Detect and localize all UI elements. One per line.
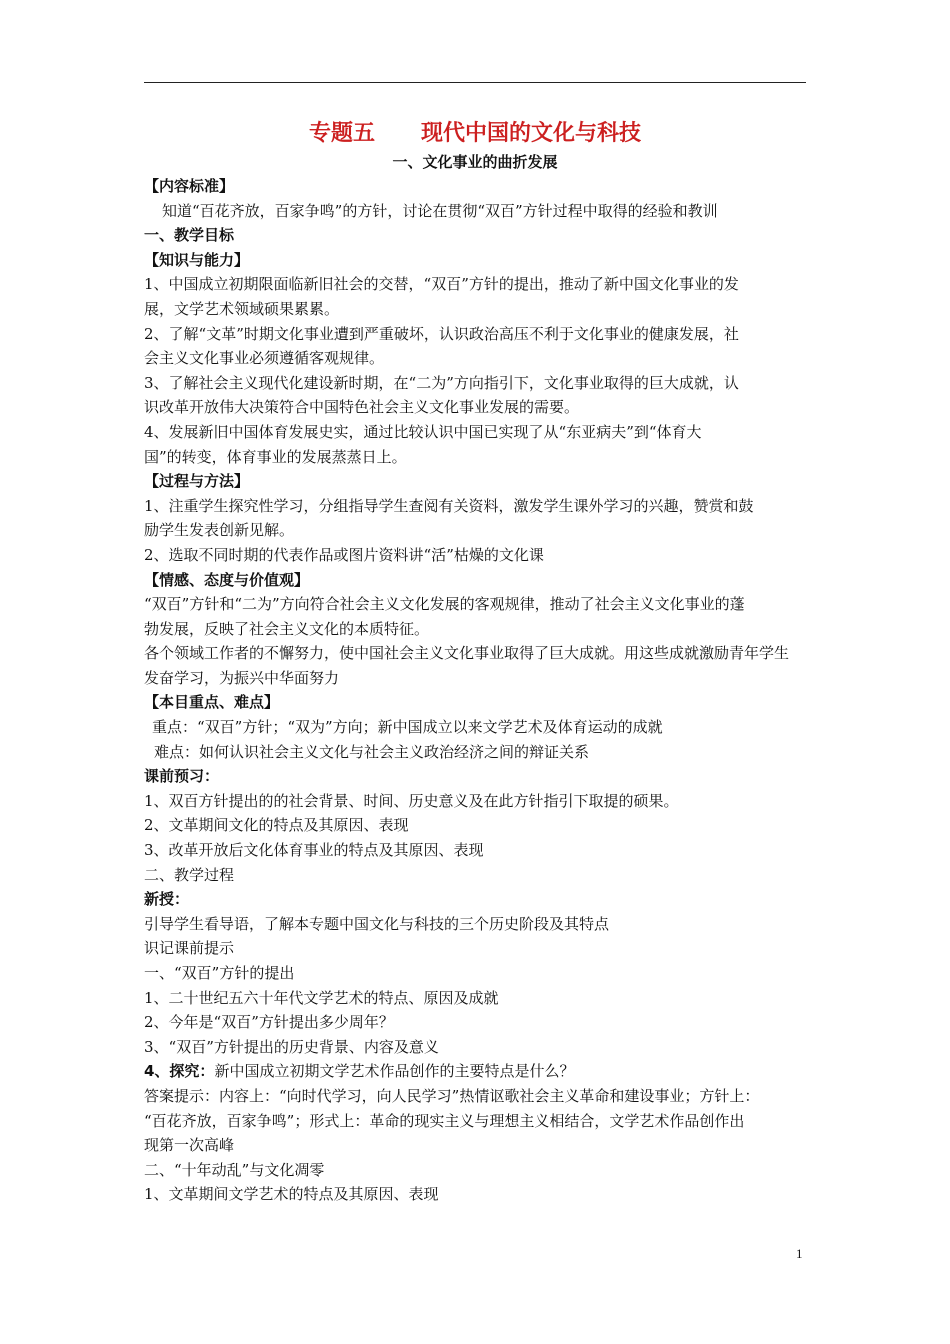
section-subtitle: 一、文化事业的曲折发展 (392, 153, 558, 171)
text-line (144, 346, 860, 371)
text-line (144, 715, 860, 740)
section-heading (144, 690, 860, 715)
section-heading (144, 764, 860, 789)
line-text: 4、发展新旧中国体育发展史实，通过比较认识中国已实现了从“东亚病夫”到“体育大 (144, 422, 702, 441)
line-text: 1、双百方针提出的的社会背景、时间、历史意义及在此方针指引下取提的硕果。 (144, 791, 679, 810)
line-text: 课前预习： (144, 767, 220, 786)
line-text: 3、“双百”方针提出的历史背景、内容及意义 (144, 1037, 439, 1056)
section-heading (144, 248, 860, 273)
text-line (144, 395, 860, 420)
header-rule (144, 82, 806, 83)
text-line (144, 617, 860, 642)
text-line (144, 272, 860, 297)
text-line (144, 420, 860, 445)
text-line (144, 445, 860, 470)
text-line (144, 1158, 860, 1183)
text-line (144, 297, 860, 322)
line-text: 国”的转变，体育事业的发展蒸蒸日上。 (144, 447, 407, 466)
text-line (144, 1182, 860, 1207)
text-line (144, 592, 860, 617)
section-heading (144, 568, 860, 593)
line-text: 各个领域工作者的不懈努力，使中国社会主义文化事业取得了巨大成就。用这些成就激励青年学生 (144, 644, 790, 663)
text-line (144, 1133, 860, 1158)
section-heading (144, 887, 860, 912)
text-line (144, 494, 860, 519)
line-text: 识改革开放伟大决策符合中国特色社会主义文化事业发展的需要。 (144, 398, 580, 417)
line-text: 发奋学习，为振兴中华面努力 (144, 668, 340, 687)
line-text: “百花齐放，百家争鸣”；形式上：革命的现实主义与理想主义相结合，文学艺术作品创作出 (144, 1111, 745, 1130)
line-text: 现第一次高峰 (144, 1136, 235, 1155)
line-text: 一、教学目标 (144, 226, 235, 245)
text-line (144, 666, 860, 691)
line-text: 【本目重点、难点】 (144, 693, 280, 712)
document-body (144, 174, 860, 1207)
text-line (144, 838, 860, 863)
text-line (144, 789, 860, 814)
text-line (144, 740, 860, 765)
line-text: 1、文革期间文学艺术的特点及其原因、表现 (144, 1185, 439, 1204)
line-text: 识记课前提示 (144, 939, 235, 958)
line-lead-label: 4、探究： (144, 1062, 215, 1081)
document-title: 专题五 现代中国的文化与科技 (309, 121, 641, 146)
text-line (144, 1035, 860, 1060)
text-line (144, 863, 860, 888)
section-heading (144, 223, 860, 248)
line-text: 会主义文化事业必须遵循客观规律。 (144, 349, 385, 368)
line-text: 勃发展，反映了社会主义文化的本质特征。 (144, 619, 430, 638)
text-line (144, 641, 860, 666)
line-text: 1、中国成立初期限面临新旧社会的交替，“双百”方针的提出，推动了新中国文化事业的发 (144, 275, 739, 294)
line-text: 新中国成立初期文学艺术作品创作的主要特点是什么？ (214, 1062, 575, 1081)
text-line (144, 322, 860, 347)
text-line (144, 912, 860, 937)
line-text: 引导学生看导语，了解本专题中国文化与科技的三个历史阶段及其特点 (144, 914, 610, 933)
line-text: 励学生发表创新见解。 (144, 521, 295, 540)
text-line (144, 199, 860, 224)
section-heading (144, 469, 860, 494)
text-line (144, 1010, 860, 1035)
line-text: 【过程与方法】 (144, 472, 250, 491)
line-text: 重点：“双百”方针；“双为”方向；新中国成立以来文学艺术及体育运动的成就 (152, 718, 663, 737)
page-number: 1 (796, 1246, 803, 1261)
line-text: 2、了解“文革”时期文化事业遭到严重破坏，认识政治高压不利于文化事业的健康发展，社 (144, 324, 739, 343)
line-text: 新授： (144, 890, 190, 909)
line-text: 1、二十世纪五六十年代文学艺术的特点、原因及成就 (144, 988, 499, 1007)
text-line (144, 813, 860, 838)
section-heading (144, 174, 860, 199)
text-line (144, 936, 860, 961)
line-text: 展，文学艺术领域硕果累累。 (144, 299, 340, 318)
line-text: 2、文革期间文化的特点及其原因、表现 (144, 816, 409, 835)
line-text: 【情感、态度与价值观】 (144, 570, 310, 589)
text-line (144, 1084, 860, 1109)
line-text: 一、“双百”方针的提出 (144, 964, 295, 982)
line-text: 3、改革开放后文化体育事业的特点及其原因、表现 (144, 841, 484, 860)
text-line (144, 518, 860, 543)
line-text: 【内容标准】 (144, 177, 235, 195)
line-text: 2、今年是“双百”方针提出多少周年？ (144, 1013, 394, 1032)
line-text: 3、了解社会主义现代化建设新时期，在“二为”方向指引下，文化事业取得的巨大成就，认 (144, 373, 739, 392)
text-line (144, 986, 860, 1011)
line-text: “双百”方针和“二为”方向符合社会主义文化发展的客观规律，推动了社会主义文化事业的蓬 (144, 595, 745, 614)
line-text: 二、“十年动乱”与文化凋零 (144, 1160, 325, 1179)
text-line (144, 1059, 860, 1084)
line-text: 2、选取不同时期的代表作品或图片资料讲“活”枯燥的文化课 (144, 545, 544, 564)
line-text: 二、教学过程 (144, 865, 235, 884)
line-text: 知道“百花齐放，百家争鸣”的方针，讨论在贯彻“双百”方针过程中取得的经验和教训 (162, 201, 718, 220)
line-text: 难点：如何认识社会主义文化与社会主义政治经济之间的辩证关系 (154, 742, 590, 761)
text-line (144, 543, 860, 568)
line-text: 1、注重学生探究性学习，分组指导学生查阅有关资料，激发学生课外学习的兴趣，赞赏和鼓 (144, 496, 754, 515)
text-line (144, 961, 860, 986)
line-text: 答案提示：内容上：“向时代学习，向人民学习”热情讴歌社会主义革命和建设事业；方针上： (144, 1086, 760, 1105)
line-text: 【知识与能力】 (144, 250, 250, 269)
text-line (144, 1109, 860, 1134)
text-line (144, 371, 860, 396)
